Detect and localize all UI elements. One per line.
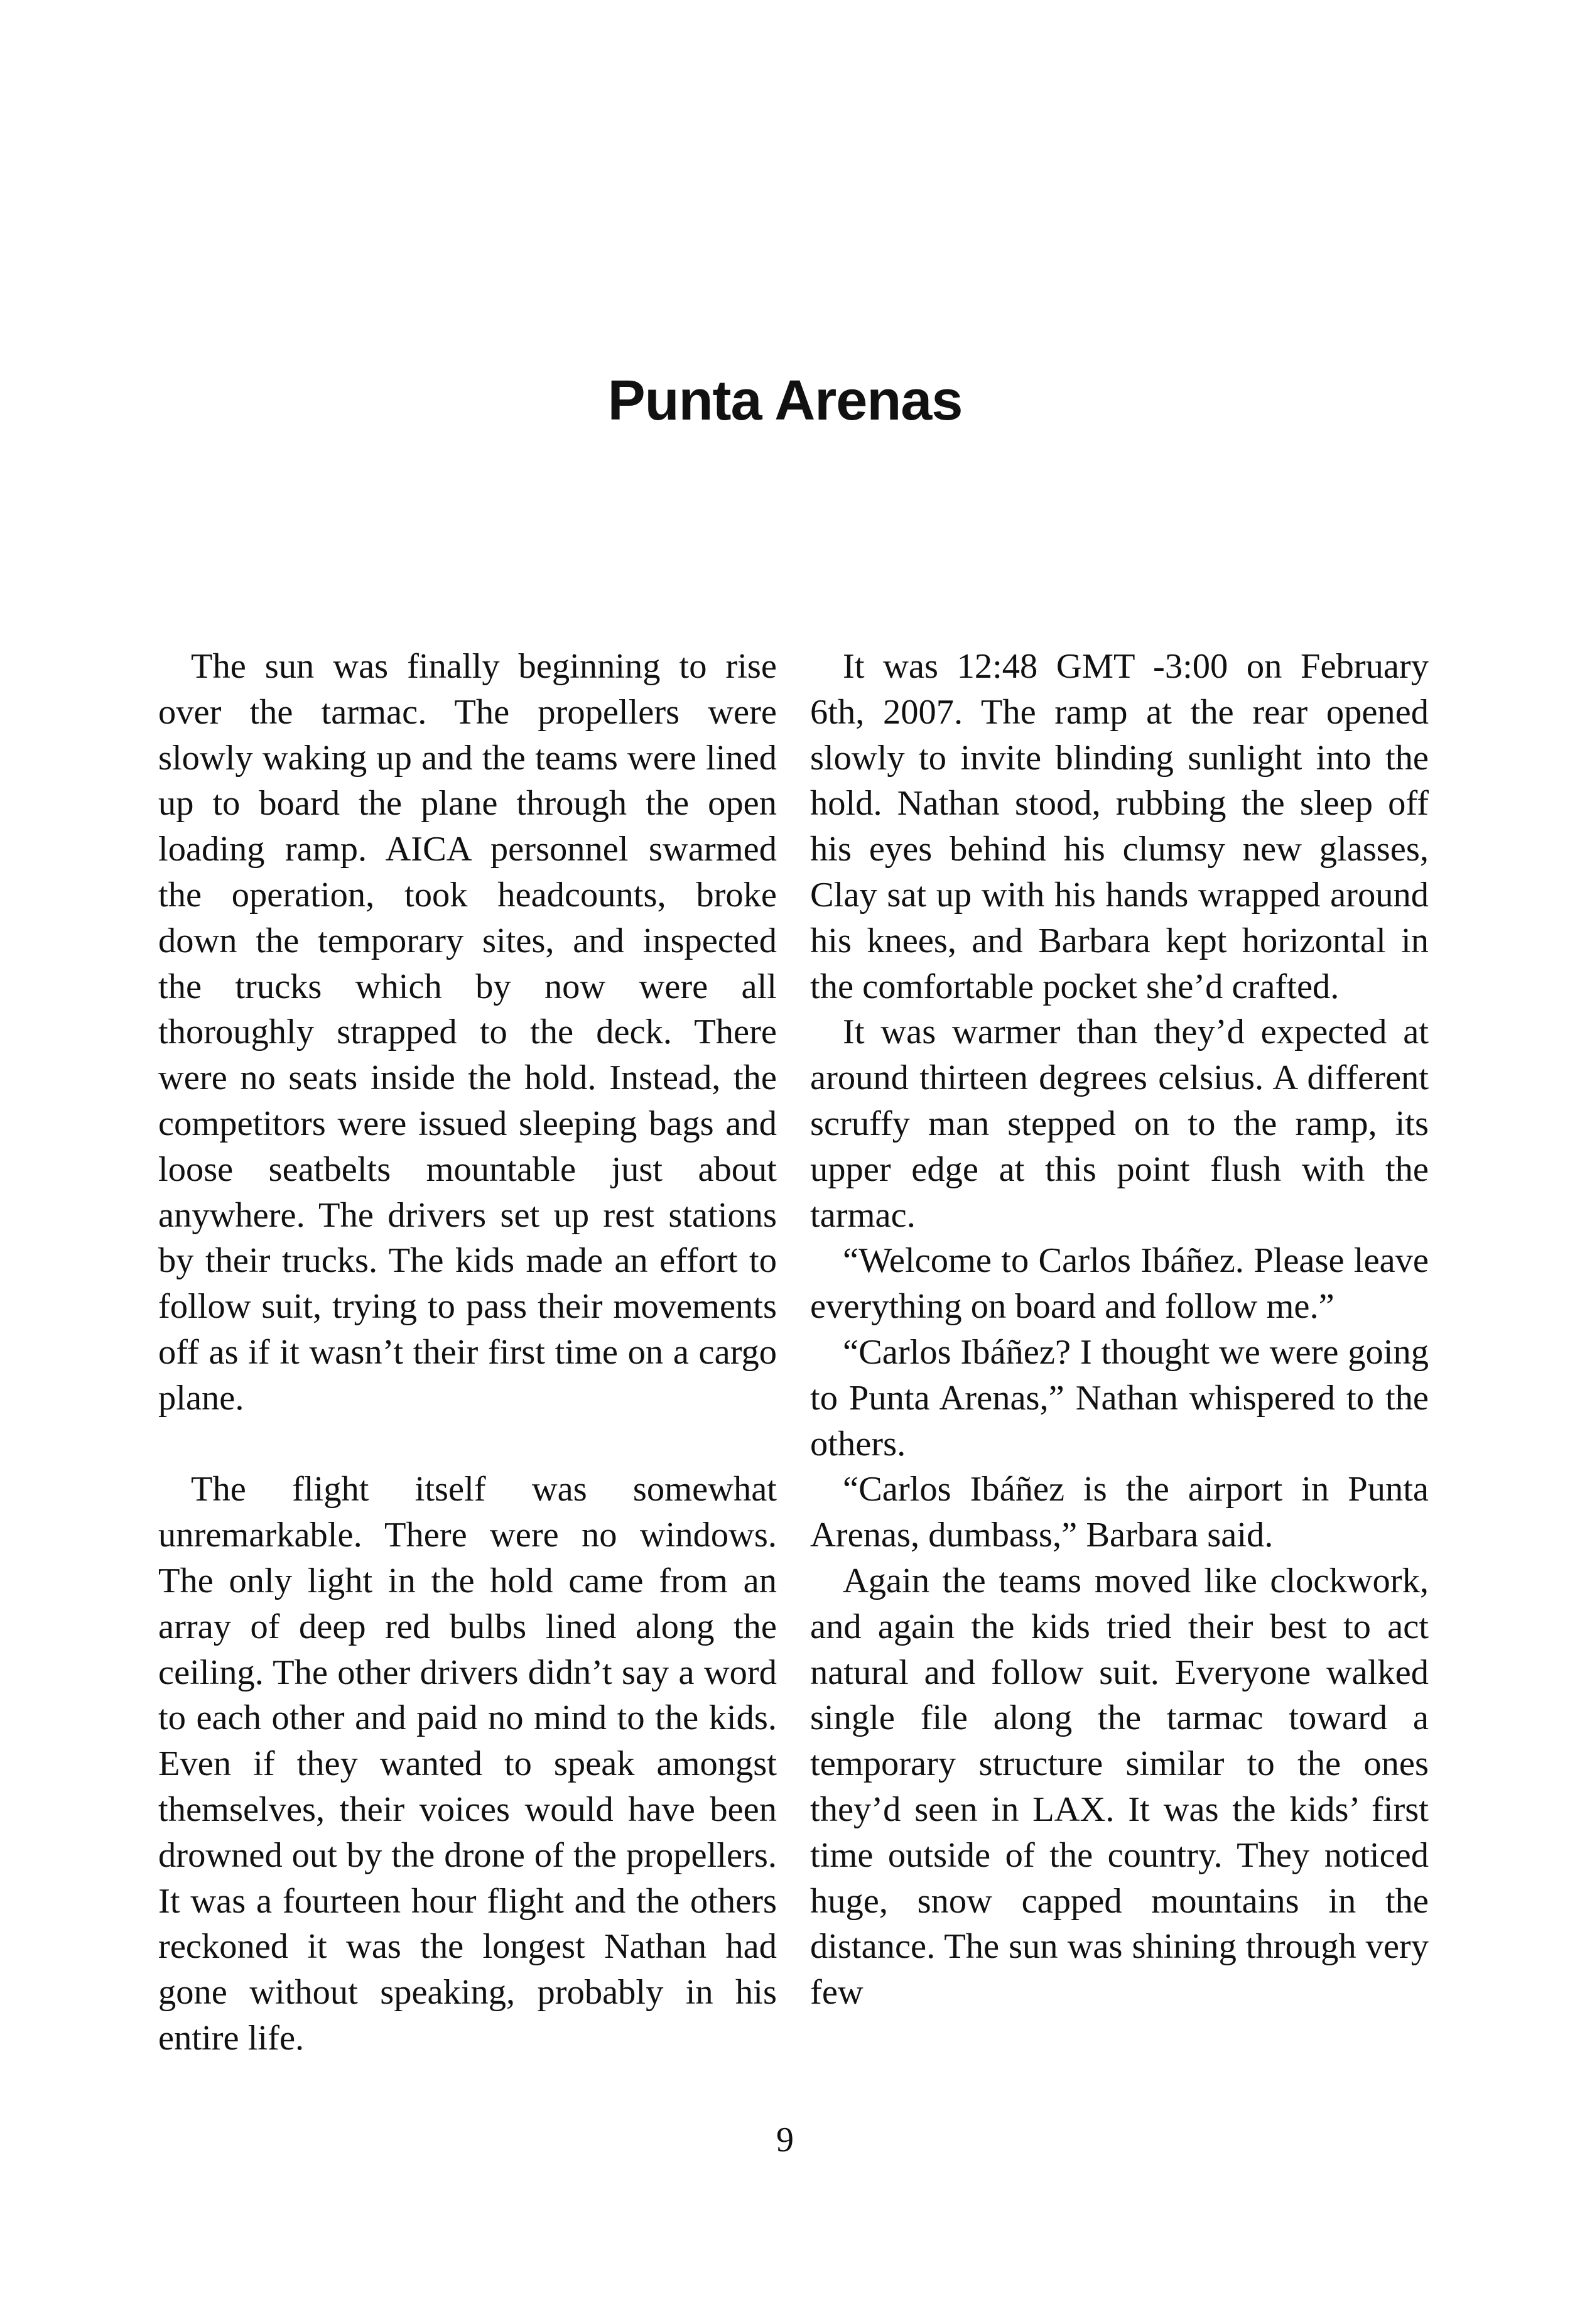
body-paragraph: It was warmer than they’d expected at around thirteen degrees celsius. A different scruffy man stepped on to the ramp, its upper edge at this point flush with the tarmac. [810, 1013, 1429, 1235]
body-paragraph: Again the teams moved like clockwork, and again the kids tried their best to act natural and follow suit. Everyone walked single file along the tarmac toward a temporary structure similar to the ones they’d seen in LAX. It was the kids’ first time outside of the country. They noticed huge, snow capped mountains in the distance. The sun was shining through very few [810, 1561, 1429, 2012]
body-paragraph: “Carlos Ibáñez is the airport in Punta Arenas, dumbass,” Barbara said. [810, 1470, 1429, 1555]
body-paragraph: The sun was finally beginning to rise over the tarmac. The propellers were slowly waking up and the teams were lined up to board the plane through the open loading ramp. AICA personnel swarmed the operation, took headcounts, broke down the temporary sites, and inspected the trucks which by now were all thoroughly strapped to the deck. There were no seats inside the hold. Instead, the competitors were issued sleeping bags and loose seatbelts mountable just about anywhere. The drivers set up rest stations by their trucks. The kids made an effort to follow suit, trying to pass their movements off as if it wasn’t their first time on a cargo plane. [158, 647, 777, 1418]
body-paragraph: “Welcome to Carlos Ibáñez. Please leave everything on board and follow me.” [810, 1241, 1429, 1327]
body-paragraph: “Carlos Ibáñez? I thought we were going to Punta Arenas,” Nathan whispered to the others. [810, 1332, 1429, 1463]
left-column [158, 644, 777, 2061]
page-number: 9 [776, 2120, 794, 2159]
chapter-title: Punta Arenas [607, 369, 963, 432]
body-paragraph: The flight itself was somewhat unremarkable. There were no windows. The only light in the hold came from an array of deep red bulbs lined along the ceiling. The other drivers didn’t say a word to each other and paid no mind to the kids. Even if they wanted to speak amongst themselves, their voices would have been drowned out by the drone of the propellers. It was a fourteen hour flight and the others reckoned it was the longest Nathan had gone without speaking, probably in his entire life. [158, 1470, 777, 2058]
body-paragraph: It was 12:48 GMT -3:00 on February 6th, 2007. The ramp at the rear opened slowly to invite blinding sunlight into the hold. Nathan stood, rubbing the sleep off his eyes behind his clumsy new glasses, Clay sat up with his hands wrapped around his knees, and Barbara kept horizontal in the comfortable pocket she’d crafted. [810, 647, 1429, 1006]
right-column [810, 644, 1429, 2016]
